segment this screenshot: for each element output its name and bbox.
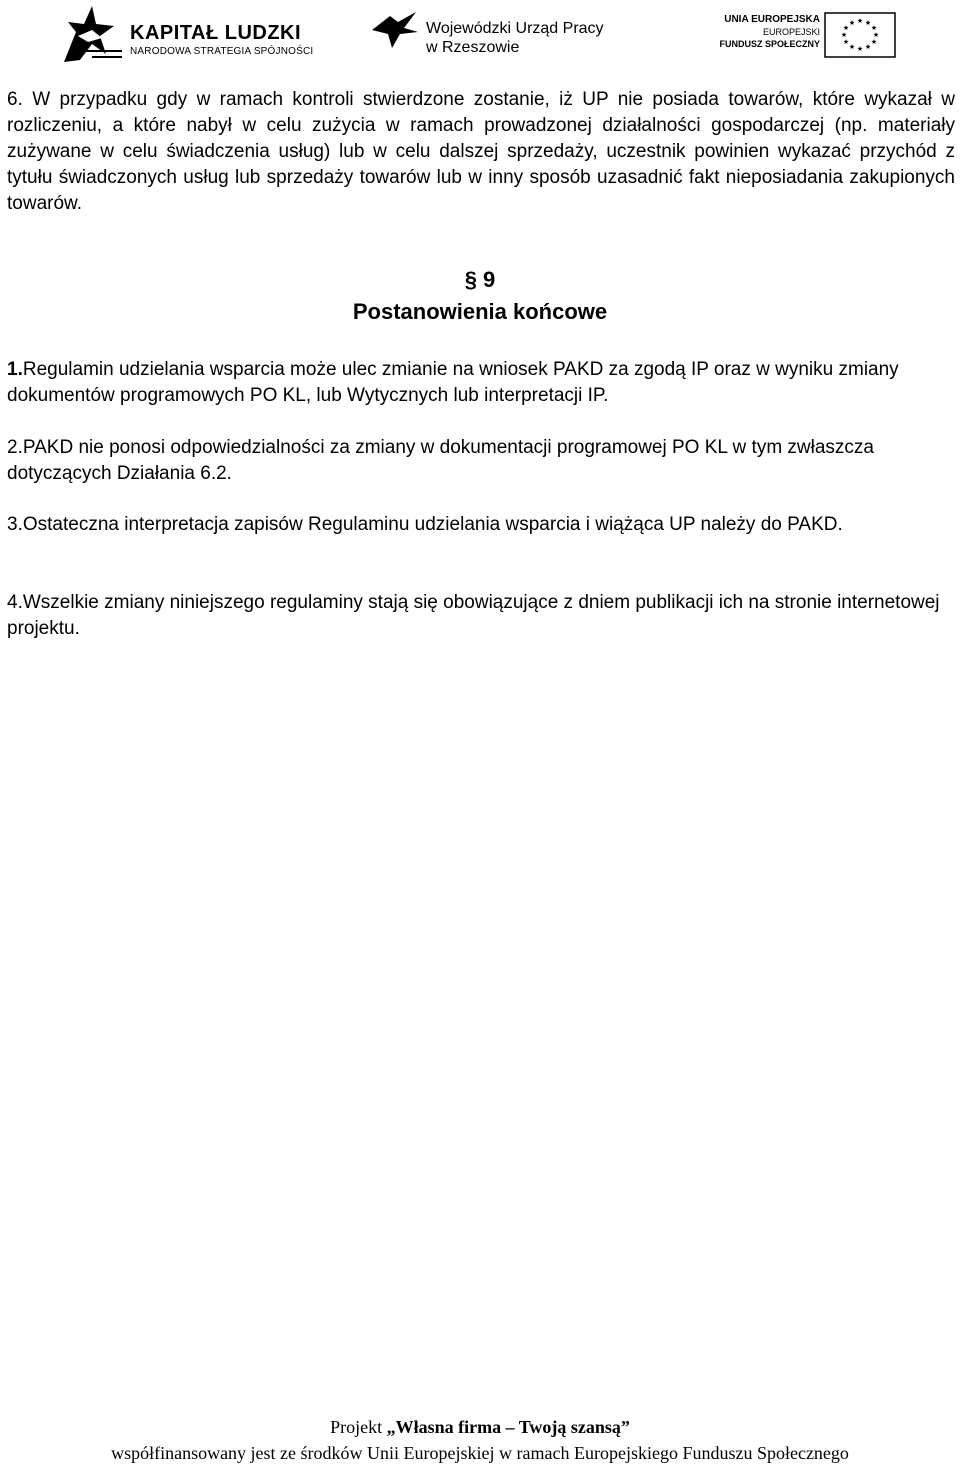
list-item bbox=[7, 590, 952, 642]
document-body bbox=[7, 87, 955, 217]
footer-project-name: „Własna firma – Twoją szansą” bbox=[386, 1417, 630, 1437]
kapital-ludzki-subtitle: NARODOWA STRATEGIA SPÓJNOŚCI bbox=[130, 46, 314, 57]
list-item-number: 4. bbox=[7, 592, 23, 613]
paragraph-6: 6. W przypadku gdy w ramach kontroli stwierdzone zostanie, iż UP nie posiada towarów, które wykazał w rozliczeniu, a które nabył w celu zużycia w ramach prowadzonej działalności gospodarczej (np. materiały zużywane w celu świadczenia usług) lub w celu dalszej sprzedaży, uczestnik powinien wykazać przychód z tytułu świadczonych usług lub sprzedaży towarów lub w inny sposób uzasadnić fakt nieposiadania zakupionych towarów. bbox=[7, 89, 955, 214]
svg-text:★: ★ bbox=[848, 43, 856, 51]
section-heading bbox=[0, 264, 960, 328]
eu-logo-text bbox=[719, 14, 820, 50]
svg-text:★: ★ bbox=[856, 17, 864, 25]
kapital-ludzki-title: KAPITAŁ LUDZKI bbox=[130, 22, 302, 44]
list-item bbox=[7, 435, 952, 487]
svg-text:★: ★ bbox=[840, 31, 848, 39]
section-title: Postanowienia końcowe bbox=[352, 299, 608, 324]
eu-line1: UNIA EUROPEJSKA bbox=[724, 14, 820, 25]
list-item-text: Regulamin udzielania wsparcia może ulec zmianie na wniosek PAKD za zgodą IP oraz w wyniku zmiany dokumentów programowych PO KL, lub Wytycznych lub interpretacji IP. bbox=[7, 359, 899, 406]
page-footer bbox=[0, 1414, 960, 1466]
svg-text:★: ★ bbox=[870, 24, 878, 32]
list-item-number: 1. bbox=[7, 359, 23, 380]
svg-text:★: ★ bbox=[872, 31, 880, 39]
svg-text:★: ★ bbox=[870, 38, 878, 46]
footer-prefix: Projekt bbox=[330, 1417, 387, 1437]
list-item bbox=[7, 512, 952, 538]
list-item-number: 2. bbox=[7, 437, 23, 458]
list-item-text: PAKD nie ponosi odpowiedzialności za zmiany w dokumentacji programowej PO KL w tym zwłaszcza dotyczących Działania 6.2. bbox=[7, 437, 874, 484]
svg-text:★: ★ bbox=[864, 43, 872, 51]
eu-line2: EUROPEJSKI bbox=[762, 27, 820, 37]
wup-bird-logo-icon bbox=[370, 10, 420, 50]
eu-line3: FUNDUSZ SPOŁECZNY bbox=[719, 39, 820, 49]
footer-cofinancing-line: współfinansowany jest ze środków Unii Europejskiej w ramach Europejskiego Funduszu Społecznego bbox=[111, 1443, 849, 1463]
kapital-ludzki-logo-icon bbox=[58, 2, 124, 64]
list-item bbox=[7, 357, 952, 409]
svg-text:★: ★ bbox=[856, 45, 864, 53]
wup-name-line2: w Rzeszowie bbox=[426, 39, 520, 56]
list-item-text: Wszelkie zmiany niniejszego regulaminy stają się obowiązujące z dniem publikacji ich na stronie internetowej projektu. bbox=[7, 592, 940, 639]
svg-text:★: ★ bbox=[842, 38, 850, 46]
wup-logo bbox=[370, 6, 630, 62]
page-header bbox=[0, 0, 960, 66]
footer-project-line bbox=[0, 1414, 960, 1440]
wup-name-line1: Wojewódzki Urząd Pracy bbox=[426, 20, 604, 37]
list-item-text: Ostateczna interpretacja zapisów Regulaminu udzielania wsparcia i wiążąca UP należy do PAKD. bbox=[22, 514, 843, 535]
eu-flag-icon bbox=[824, 12, 896, 58]
kapital-ludzki-logo bbox=[58, 2, 314, 64]
section-number: § 9 bbox=[464, 267, 496, 292]
svg-text:★: ★ bbox=[848, 19, 856, 27]
eu-logo bbox=[706, 10, 896, 62]
list-item-number: 3. bbox=[7, 514, 23, 535]
svg-text:★: ★ bbox=[842, 24, 850, 32]
svg-text:★: ★ bbox=[864, 19, 872, 27]
